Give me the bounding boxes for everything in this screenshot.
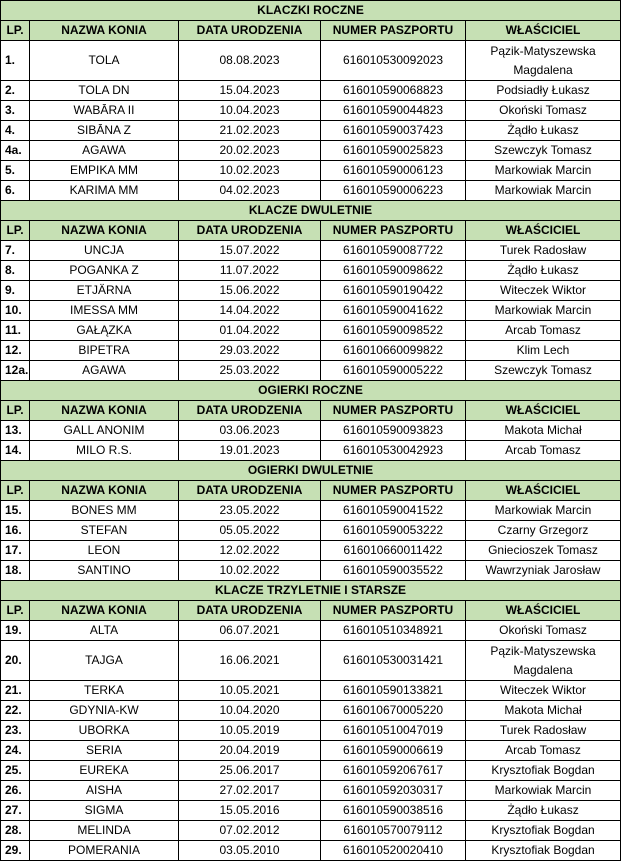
passport-number-cell: 616010520020410 (321, 841, 466, 861)
owner-cell: Okoński Tomasz (466, 621, 621, 641)
birth-date-cell: 15.07.2022 (179, 241, 321, 261)
horse-name-cell: EUREKA (30, 761, 179, 781)
row-number-cell: 26. (1, 781, 30, 801)
birth-date-cell: 04.02.2023 (179, 181, 321, 201)
passport-number-cell: 616010590133821 (321, 681, 466, 701)
horse-name-cell: MILO R.S. (30, 441, 179, 461)
birth-date-cell: 16.06.2021 (179, 641, 321, 681)
table-row (1, 801, 621, 821)
row-number-cell: 6. (1, 181, 30, 201)
passport-number-cell: 616010590093823 (321, 421, 466, 441)
owner-cell: Turek Radosław (466, 721, 621, 741)
row-number-cell: 10. (1, 301, 30, 321)
passport-number-cell: 616010592067617 (321, 761, 466, 781)
header-horse-name: NAZWA KONIA (30, 221, 179, 241)
horse-name-cell: STEFAN (30, 521, 179, 541)
birth-date-cell: 20.02.2023 (179, 141, 321, 161)
horse-name-cell: GDYNIA-KW (30, 701, 179, 721)
row-number-cell: 18. (1, 561, 30, 581)
passport-number-cell: 616010660099822 (321, 341, 466, 361)
header-owner: WŁAŚCICIEL (466, 21, 621, 41)
owner-cell: Krysztofiak Bogdan (466, 821, 621, 841)
horse-name-cell: ETJÄRNA (30, 281, 179, 301)
table-row (1, 681, 621, 701)
table-row (1, 721, 621, 741)
birth-date-cell: 08.08.2023 (179, 41, 321, 81)
header-lp: LP. (1, 221, 30, 241)
owner-cell: Pązik-Matyszewska Magdalena (466, 641, 621, 681)
owner-cell: Makota Michał (466, 701, 621, 721)
table-row (1, 761, 621, 781)
passport-number-cell: 616010590006619 (321, 741, 466, 761)
horse-name-cell: GAŁĄZKA (30, 321, 179, 341)
passport-number-cell: 616010530092023 (321, 41, 466, 81)
passport-number-cell: 616010590041622 (321, 301, 466, 321)
birth-date-cell: 15.06.2022 (179, 281, 321, 301)
owner-cell: Szewczyk Tomasz (466, 141, 621, 161)
section-title-row (1, 581, 621, 601)
row-number-cell: 3. (1, 101, 30, 121)
row-number-cell: 16. (1, 521, 30, 541)
owner-cell: Wawrzyniak Jarosław (466, 561, 621, 581)
row-number-cell: 22. (1, 701, 30, 721)
passport-number-cell: 616010590190422 (321, 281, 466, 301)
passport-number-cell: 616010590006123 (321, 161, 466, 181)
table-row (1, 301, 621, 321)
horse-name-cell: EMPIKA MM (30, 161, 179, 181)
owner-cell: Arcab Tomasz (466, 321, 621, 341)
table-row (1, 741, 621, 761)
table-row (1, 781, 621, 801)
passport-number-cell: 616010590005222 (321, 361, 466, 381)
birth-date-cell: 20.04.2019 (179, 741, 321, 761)
birth-date-cell: 07.02.2012 (179, 821, 321, 841)
section-title-row (1, 201, 621, 221)
row-number-cell: 21. (1, 681, 30, 701)
owner-cell: Pązik-Matyszewska Magdalena (466, 41, 621, 81)
row-number-cell: 19. (1, 621, 30, 641)
owner-cell: Markowiak Marcin (466, 501, 621, 521)
row-number-cell: 8. (1, 261, 30, 281)
owner-cell: Krysztofiak Bogdan (466, 841, 621, 861)
owner-cell: Podsiadły Łukasz (466, 81, 621, 101)
owner-cell: Żądło Łukasz (466, 121, 621, 141)
owner-cell: Gniecioszek Tomasz (466, 541, 621, 561)
birth-date-cell: 03.05.2010 (179, 841, 321, 861)
table-row (1, 121, 621, 141)
horse-name-cell: BIPETRA (30, 341, 179, 361)
birth-date-cell: 25.03.2022 (179, 361, 321, 381)
passport-number-cell: 616010590098622 (321, 261, 466, 281)
horse-name-cell: IMESSA MM (30, 301, 179, 321)
table-row (1, 521, 621, 541)
column-header-row (1, 481, 621, 501)
table-row (1, 101, 621, 121)
passport-number-cell: 616010530042923 (321, 441, 466, 461)
horse-name-cell: AGAWA (30, 361, 179, 381)
owner-cell: Turek Radosław (466, 241, 621, 261)
horse-name-cell: TAJGA (30, 641, 179, 681)
passport-number-cell: 616010510348921 (321, 621, 466, 641)
horse-name-cell: WABĀRA II (30, 101, 179, 121)
horse-name-cell: TOLA DN (30, 81, 179, 101)
horse-name-cell: SIGMA (30, 801, 179, 821)
birth-date-cell: 03.06.2023 (179, 421, 321, 441)
passport-number-cell: 616010590044823 (321, 101, 466, 121)
section-title-row (1, 461, 621, 481)
birth-date-cell: 10.02.2023 (179, 161, 321, 181)
row-number-cell: 17. (1, 541, 30, 561)
birth-date-cell: 10.05.2019 (179, 721, 321, 741)
horse-name-cell: TOLA (30, 41, 179, 81)
horse-name-cell: UNCJA (30, 241, 179, 261)
section-title: OGIERKI DWULETNIE (1, 461, 621, 481)
passport-number-cell: 616010590053222 (321, 521, 466, 541)
table-row (1, 81, 621, 101)
row-number-cell: 20. (1, 641, 30, 681)
row-number-cell: 13. (1, 421, 30, 441)
header-owner: WŁAŚCICIEL (466, 481, 621, 501)
birth-date-cell: 12.02.2022 (179, 541, 321, 561)
table-row (1, 821, 621, 841)
horse-name-cell: TERKA (30, 681, 179, 701)
row-number-cell: 4a. (1, 141, 30, 161)
birth-date-cell: 10.04.2023 (179, 101, 321, 121)
row-number-cell: 29. (1, 841, 30, 861)
passport-number-cell: 616010590041522 (321, 501, 466, 521)
table-row (1, 841, 621, 861)
table-row (1, 341, 621, 361)
row-number-cell: 7. (1, 241, 30, 261)
passport-number-cell: 616010570079112 (321, 821, 466, 841)
birth-date-cell: 29.03.2022 (179, 341, 321, 361)
horse-name-cell: AGAWA (30, 141, 179, 161)
table-row (1, 241, 621, 261)
table-row (1, 561, 621, 581)
owner-cell: Krysztofiak Bogdan (466, 761, 621, 781)
section-title: KLACZKI ROCZNE (1, 1, 621, 21)
birth-date-cell: 05.05.2022 (179, 521, 321, 541)
column-header-row (1, 601, 621, 621)
horse-name-cell: POGANKA Z (30, 261, 179, 281)
horse-name-cell: SERIA (30, 741, 179, 761)
owner-cell: Okoński Tomasz (466, 101, 621, 121)
header-passport-number: NUMER PASZPORTU (321, 401, 466, 421)
birth-date-cell: 01.04.2022 (179, 321, 321, 341)
header-lp: LP. (1, 21, 30, 41)
section-title: KLACZE DWULETNIE (1, 201, 621, 221)
horse-name-cell: ALTA (30, 621, 179, 641)
row-number-cell: 24. (1, 741, 30, 761)
birth-date-cell: 14.04.2022 (179, 301, 321, 321)
table-row (1, 321, 621, 341)
owner-cell: Markowiak Marcin (466, 161, 621, 181)
passport-number-cell: 616010590068823 (321, 81, 466, 101)
row-number-cell: 2. (1, 81, 30, 101)
horse-name-cell: POMERANIA (30, 841, 179, 861)
row-number-cell: 12. (1, 341, 30, 361)
section-title: OGIERKI ROCZNE (1, 381, 621, 401)
header-lp: LP. (1, 481, 30, 501)
table-row (1, 641, 621, 681)
owner-cell: Czarny Grzegorz (466, 521, 621, 541)
horse-name-cell: SIBĀNA Z (30, 121, 179, 141)
header-passport-number: NUMER PASZPORTU (321, 481, 466, 501)
header-horse-name: NAZWA KONIA (30, 601, 179, 621)
header-passport-number: NUMER PASZPORTU (321, 601, 466, 621)
birth-date-cell: 19.01.2023 (179, 441, 321, 461)
table-row (1, 441, 621, 461)
row-number-cell: 1. (1, 41, 30, 81)
owner-cell: Żądło Łukasz (466, 801, 621, 821)
owner-cell: Klim Lech (466, 341, 621, 361)
table-row (1, 621, 621, 641)
table-row (1, 701, 621, 721)
passport-number-cell: 616010590025823 (321, 141, 466, 161)
header-owner: WŁAŚCICIEL (466, 401, 621, 421)
header-horse-name: NAZWA KONIA (30, 401, 179, 421)
column-header-row (1, 401, 621, 421)
column-header-row (1, 21, 621, 41)
horse-name-cell: KARIMA MM (30, 181, 179, 201)
header-birth-date: DATA URODZENIA (179, 401, 321, 421)
birth-date-cell: 15.04.2023 (179, 81, 321, 101)
birth-date-cell: 15.05.2016 (179, 801, 321, 821)
birth-date-cell: 10.02.2022 (179, 561, 321, 581)
row-number-cell: 14. (1, 441, 30, 461)
birth-date-cell: 06.07.2021 (179, 621, 321, 641)
birth-date-cell: 21.02.2023 (179, 121, 321, 141)
owner-cell: Witeczek Wiktor (466, 681, 621, 701)
table-row (1, 421, 621, 441)
birth-date-cell: 23.05.2022 (179, 501, 321, 521)
passport-number-cell: 616010590038516 (321, 801, 466, 821)
header-birth-date: DATA URODZENIA (179, 481, 321, 501)
owner-cell: Szewczyk Tomasz (466, 361, 621, 381)
horse-name-cell: AISHA (30, 781, 179, 801)
row-number-cell: 12a. (1, 361, 30, 381)
owner-cell: Markowiak Marcin (466, 781, 621, 801)
header-owner: WŁAŚCICIEL (466, 221, 621, 241)
passport-number-cell: 616010510047019 (321, 721, 466, 741)
header-birth-date: DATA URODZENIA (179, 21, 321, 41)
passport-number-cell: 616010670005220 (321, 701, 466, 721)
birth-date-cell: 25.06.2017 (179, 761, 321, 781)
owner-cell: Arcab Tomasz (466, 741, 621, 761)
section-title-row (1, 381, 621, 401)
passport-number-cell: 616010590087722 (321, 241, 466, 261)
row-number-cell: 27. (1, 801, 30, 821)
table-row (1, 141, 621, 161)
header-passport-number: NUMER PASZPORTU (321, 21, 466, 41)
table-row (1, 181, 621, 201)
section-title: KLACZE TRZYLETNIE I STARSZE (1, 581, 621, 601)
passport-number-cell: 616010592030317 (321, 781, 466, 801)
header-birth-date: DATA URODZENIA (179, 601, 321, 621)
section-title-row (1, 1, 621, 21)
row-number-cell: 23. (1, 721, 30, 741)
table-row (1, 501, 621, 521)
passport-number-cell: 616010660011422 (321, 541, 466, 561)
table-row (1, 161, 621, 181)
horse-name-cell: GALL ANONIM (30, 421, 179, 441)
table-body (1, 1, 621, 861)
row-number-cell: 4. (1, 121, 30, 141)
row-number-cell: 25. (1, 761, 30, 781)
row-number-cell: 11. (1, 321, 30, 341)
row-number-cell: 9. (1, 281, 30, 301)
row-number-cell: 15. (1, 501, 30, 521)
header-owner: WŁAŚCICIEL (466, 601, 621, 621)
row-number-cell: 28. (1, 821, 30, 841)
owner-cell: Żądło Łukasz (466, 261, 621, 281)
horse-name-cell: MELINDA (30, 821, 179, 841)
passport-number-cell: 616010590035522 (321, 561, 466, 581)
passport-number-cell: 616010530031421 (321, 641, 466, 681)
passport-number-cell: 616010590006223 (321, 181, 466, 201)
table-row (1, 281, 621, 301)
horse-name-cell: SANTINO (30, 561, 179, 581)
birth-date-cell: 27.02.2017 (179, 781, 321, 801)
header-lp: LP. (1, 601, 30, 621)
passport-number-cell: 616010590037423 (321, 121, 466, 141)
row-number-cell: 5. (1, 161, 30, 181)
birth-date-cell: 10.05.2021 (179, 681, 321, 701)
table-row (1, 361, 621, 381)
birth-date-cell: 10.04.2020 (179, 701, 321, 721)
horse-name-cell: LEON (30, 541, 179, 561)
passport-number-cell: 616010590098522 (321, 321, 466, 341)
column-header-row (1, 221, 621, 241)
owner-cell: Makota Michał (466, 421, 621, 441)
header-passport-number: NUMER PASZPORTU (321, 221, 466, 241)
header-birth-date: DATA URODZENIA (179, 221, 321, 241)
header-lp: LP. (1, 401, 30, 421)
table-row (1, 261, 621, 281)
owner-cell: Arcab Tomasz (466, 441, 621, 461)
birth-date-cell: 11.07.2022 (179, 261, 321, 281)
header-horse-name: NAZWA KONIA (30, 481, 179, 501)
horse-name-cell: BONES MM (30, 501, 179, 521)
owner-cell: Markowiak Marcin (466, 301, 621, 321)
owner-cell: Markowiak Marcin (466, 181, 621, 201)
header-horse-name: NAZWA KONIA (30, 21, 179, 41)
horse-name-cell: UBORKA (30, 721, 179, 741)
table-row (1, 41, 621, 81)
owner-cell: Witeczek Wiktor (466, 281, 621, 301)
table-row (1, 541, 621, 561)
